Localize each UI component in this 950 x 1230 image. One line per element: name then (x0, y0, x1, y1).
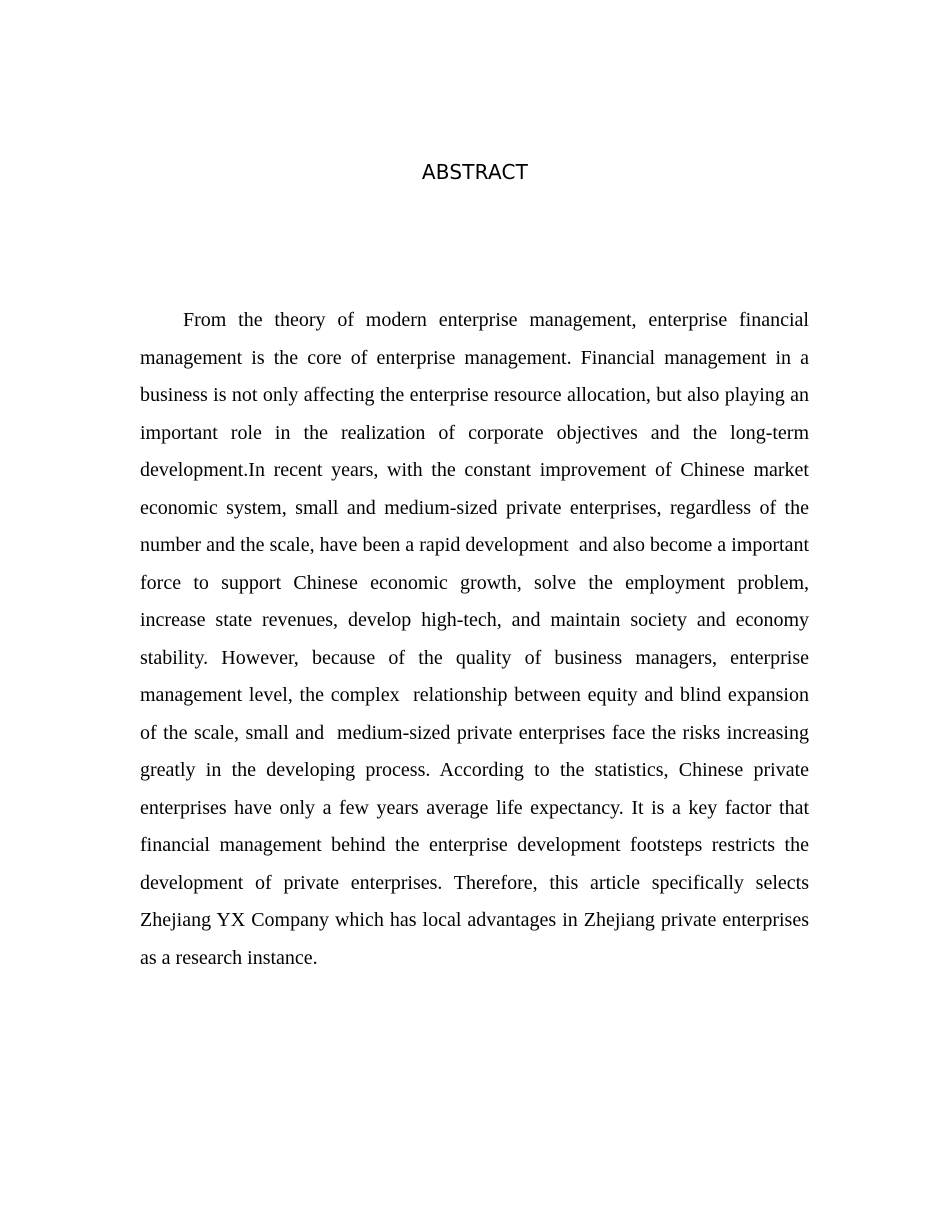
abstract-paragraph: From the theory of modern enterprise management, enterprise financial management is the core of enterprise management. Financial management in a business is not only affecting the enterprise resource allocation, but also playing an important role in the realization of corporate objectives and the long-term development.In recent years, with the constant improvement of Chinese market economic system, small and medium-sized private enterprises, regardless of the number and the scale, have been a rapid development and also become a important force to support Chinese economic growth, solve the employment problem, increase state revenues, develop high-tech, and maintain society and economy stability. However, because of the quality of business managers, enterprise management level, the complex relationship between equity and blind expansion of the scale, small and medium-sized private enterprises face the risks increasing greatly in the developing process. According to the statistics, Chinese private enterprises have only a few years average life expectancy. It is a key factor that financial management behind the enterprise development footsteps restricts the development of private enterprises. Therefore, this article specifically selects Zhejiang YX Company which has local advantages in Zhejiang private enterprises as a research instance. (140, 309, 814, 969)
abstract-heading: ABSTRACT (421, 160, 529, 184)
